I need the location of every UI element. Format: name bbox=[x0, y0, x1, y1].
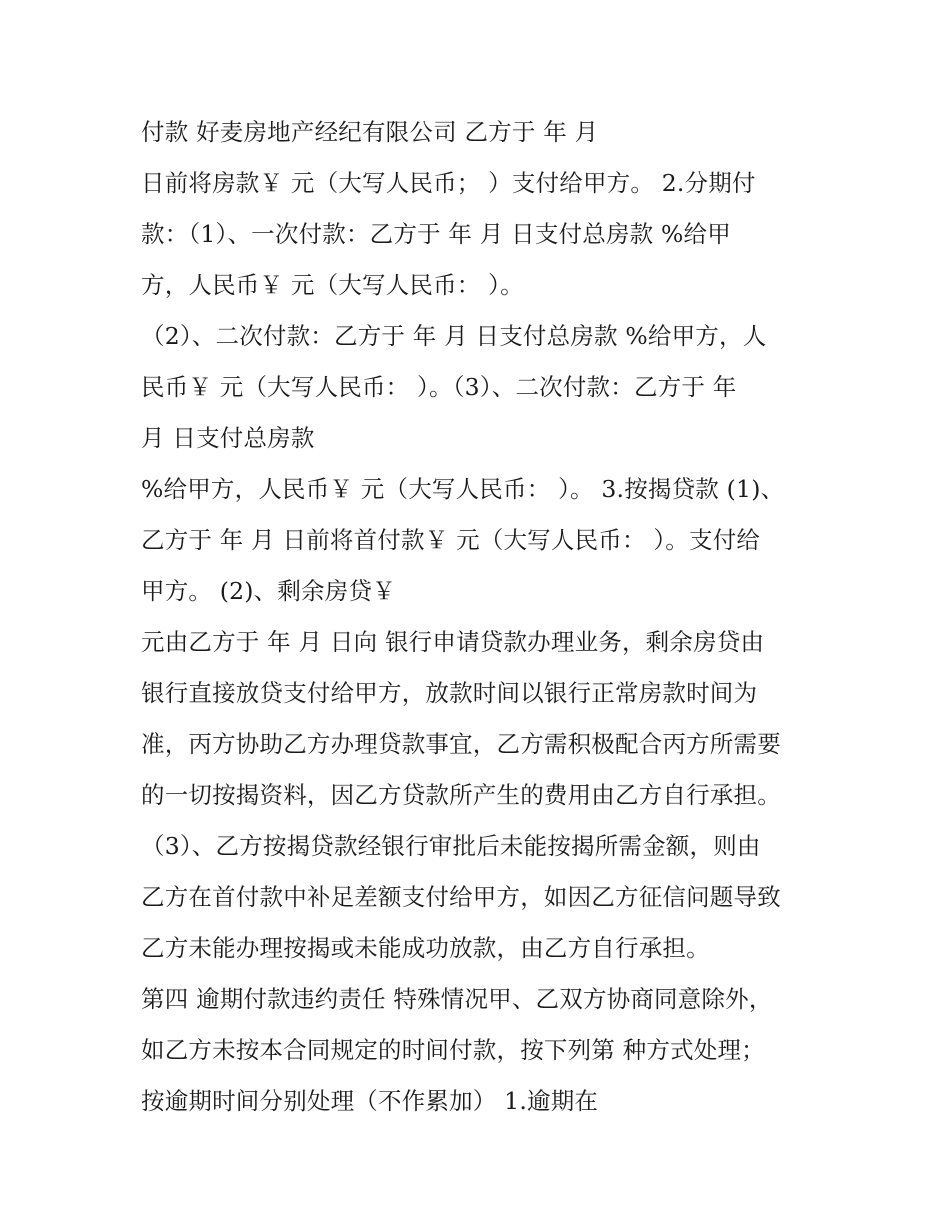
text-line: （3）、乙方按揭贷款经银行审批后未能按揭所需金额，则由 bbox=[141, 832, 761, 860]
text-line: 乙方未能办理按揭或未能成功放款，由乙方自行承担。 bbox=[141, 934, 710, 962]
text-line: 甲方。 (2)、剩余房贷￥ bbox=[141, 577, 396, 605]
text-line: %给甲方，人民币￥ 元（大写人民币： ）。 3.按揭贷款 (1)、 bbox=[141, 475, 785, 503]
text-line: 日前将房款￥ 元（大写人民币； ）支付给甲方。 2.分期付 bbox=[141, 169, 756, 197]
text-line: 如乙方未按本合同规定的时间付款，按下列第 种方式处理； bbox=[141, 1036, 765, 1064]
text-line: 准，丙方协助乙方办理贷款事宜，乙方需积极配合丙方所需要 bbox=[141, 730, 781, 758]
text-line: 乙方于 年 月 日前将首付款￥ 元（大写人民币： ）。支付给 bbox=[141, 526, 761, 554]
text-line: 银行直接放贷支付给甲方，放款时间以银行正常房款时间为 bbox=[141, 679, 758, 707]
text-line: 方，人民币￥ 元（大写人民币： ）。 bbox=[141, 271, 524, 299]
text-line: 付款 好麦房地产经纪有限公司 乙方于 年 月 bbox=[141, 118, 599, 146]
contract-body-text bbox=[141, 107, 841, 1127]
text-line: 民币￥ 元（大写人民币： ）。（3）、二次付款：乙方于 年 bbox=[141, 373, 737, 401]
text-line: （2）、二次付款：乙方于 年 月 日支付总房款 %给甲方，人 bbox=[141, 322, 767, 350]
text-line: 乙方在首付款中补足差额支付给甲方，如因乙方征信问题导致 bbox=[141, 883, 781, 911]
text-line: 款：（1）、一次付款：乙方于 年 月 日支付总房款 %给甲 bbox=[141, 220, 731, 248]
text-line: 第四 逾期付款违约责任 特殊情况甲、乙双方协商同意除外， bbox=[141, 985, 773, 1013]
text-line: 元由乙方于 年 月 日向 银行申请贷款办理业务，剩余房贷由 bbox=[141, 628, 765, 656]
text-line: 的一切按揭资料，因乙方贷款所产生的费用由乙方自行承担。 bbox=[141, 781, 781, 809]
text-line: 按逾期时间分别处理（不作累加） 1.逾期在 bbox=[141, 1087, 599, 1115]
text-line: 月 日支付总房款 bbox=[141, 424, 315, 452]
